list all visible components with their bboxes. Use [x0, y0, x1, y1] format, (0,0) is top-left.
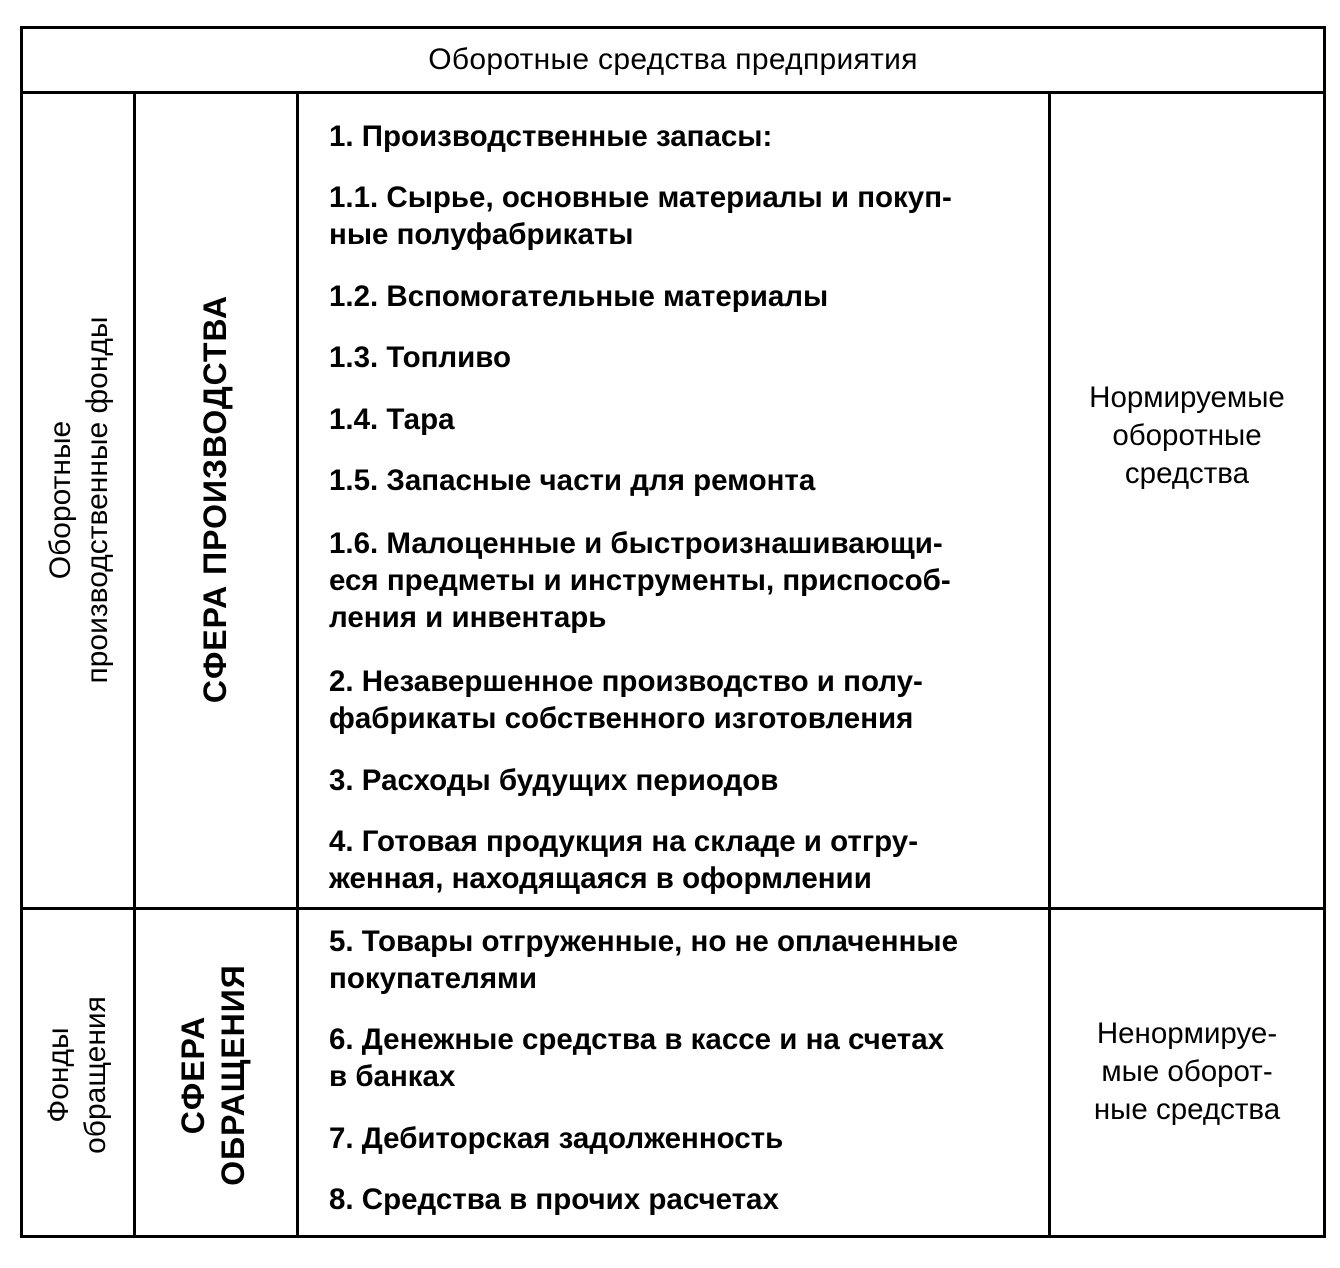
- list-item: 1.2. Вспомогательные материалы: [329, 280, 829, 313]
- list-item: 5. Товары отгруженные, но не оплаченные покупателями: [329, 925, 958, 995]
- list-item: 6. Денежные средства в кассе и на счетах в банках: [329, 1023, 945, 1093]
- list-item: 1.5. Запасные части для ремонта: [329, 464, 816, 497]
- working-capital-table: [20, 26, 1326, 1238]
- normed-capital-label: Нормируемые оборотные средства: [1089, 381, 1285, 490]
- production-items: [329, 29, 1039, 909]
- non-normed-capital-label: Ненормируе- мые оборот- ные средства: [1093, 1017, 1281, 1126]
- column-divider-2: [296, 93, 299, 1238]
- circulation-sphere-label: СФЕРА ОБРАЩЕНИЯ: [175, 964, 251, 1186]
- list-item: 1.3. Топливо: [329, 341, 512, 374]
- list-item: 1. Производственные запасы:: [329, 120, 773, 153]
- circulation-funds-label: Фонды обращения: [41, 996, 112, 1154]
- list-item: 3. Расходы будущих периодов: [329, 764, 779, 797]
- list-item: 8. Средства в прочих расчетах: [329, 1183, 779, 1216]
- production-sphere-label: СФЕРА ПРОИЗВОДСТВА: [197, 294, 233, 704]
- list-item: 1.4. Тара: [329, 403, 455, 436]
- list-item: 4. Готовая продукция на складе и отгру- женная, находящаяся в оформлении: [329, 825, 919, 895]
- table-title: Оборотные средства предприятия: [428, 43, 918, 76]
- production-funds-label: Оборотные производственные фонды: [43, 316, 114, 684]
- list-item: 1.1. Сырье, основные материалы и покуп- ные полуфабрикаты: [329, 181, 952, 251]
- list-item: 1.6. Малоценные и быстроизнашивающи- еся предметы и инструменты, приспособ- ления и инвентарь: [329, 527, 951, 634]
- list-item: 2. Незавершенное производство и полу- фабрикаты собственного изготовления: [329, 665, 923, 735]
- list-item: 7. Дебиторская задолженность: [329, 1122, 784, 1155]
- circulation-items: [329, 909, 1039, 1239]
